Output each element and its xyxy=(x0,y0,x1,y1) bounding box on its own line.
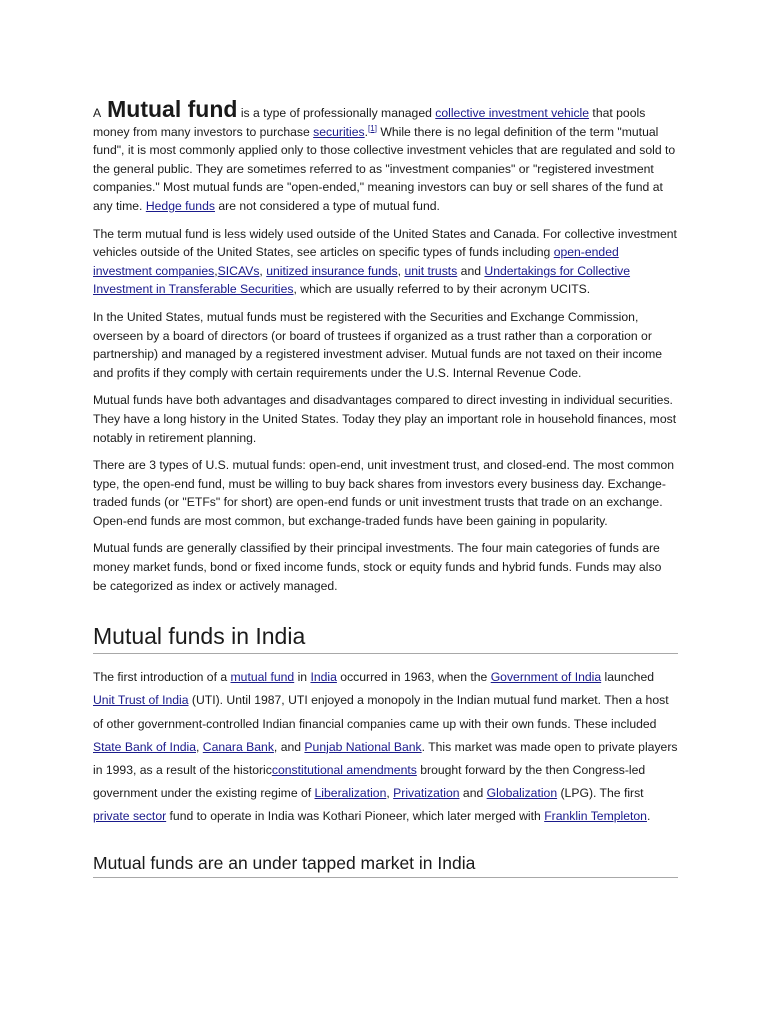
article-body xyxy=(93,96,678,878)
section-heading-untapped: Mutual funds are an under tapped market in India xyxy=(93,853,678,878)
link-unit-trusts[interactable]: unit trusts xyxy=(404,263,458,278)
intro-paragraph: A Mutual fund is a type of professionally managed collective investment vehicle that pools money from many investors to purchase securities.[1] While there is no legal definition of the term "mutual fund", it is most commonly applied only to those collective investment vehicles that are regulated and sold to the general public. They are sometimes referred to as "investment companies" or "registered investment companies." Most mutual funds are "open-ended," meaning investors can buy or sell shares of the fund at any time. Hedge funds are not considered a type of mutual fund. xyxy=(93,96,676,213)
link-hedge-funds[interactable]: Hedge funds xyxy=(145,198,215,213)
article-title: Mutual fund xyxy=(107,96,238,122)
link-liberalization[interactable]: Liberalization xyxy=(314,786,387,801)
section-india xyxy=(93,666,678,828)
link-unitized-insurance-funds[interactable]: unitized insurance funds xyxy=(266,263,398,278)
link-mutual-fund[interactable]: mutual fund xyxy=(230,670,295,685)
link-securities[interactable]: securities xyxy=(313,124,365,139)
section-heading-india: Mutual funds in India xyxy=(93,623,678,654)
link-punjab-national-bank[interactable]: Punjab National Bank xyxy=(304,739,422,754)
link-ucits[interactable]: Undertakings for Collective Investment in Transferable Securities xyxy=(93,263,631,297)
paragraph-fund-types: There are 3 types of U.S. mutual funds: open-end, unit investment trust, and closed-end. The most common type, the open-end fund, must be willing to buy back shares from investors every business day. Exchange-traded funds (or "ETFs" for short) are open-end funds or unit investment trusts that trade on an exchange. Open-end funds are most common, but exchange-traded funds have been gaining in popularity. xyxy=(93,458,675,528)
link-india[interactable]: India xyxy=(310,670,337,685)
paragraph-us-regulation: In the United States, mutual funds must be registered with the Securities and Exchange Commission, overseen by a board of directors (or board of trustees if organized as a trust rather than a corporation or partnership) and managed by a registered investment adviser. Mutual funds are not taxed on their income and profits if they comply with certain requirements under the U.S. Internal Revenue Code. xyxy=(93,309,663,380)
link-franklin-templeton[interactable]: Franklin Templeton xyxy=(544,809,647,824)
link-private-sector[interactable]: private sector xyxy=(93,809,167,824)
link-constitutional-amendments[interactable]: constitutional amendments xyxy=(271,763,417,778)
paragraph-outside-us: The term mutual fund is less widely used outside of the United States and Canada. For collective investment vehicles outside of the United States, see articles on specific types of funds including open-ended investment companies,SICAVs, unitized insurance funds, unit trusts and Undertakings for Collective Investment in Transferable Securities, which are usually referred to by their acronym UCITS. xyxy=(93,226,677,297)
link-unit-trust-of-india[interactable]: Unit Trust of India xyxy=(93,693,189,708)
citation-link[interactable]: [1] xyxy=(368,123,377,133)
link-state-bank-of-india[interactable]: State Bank of India xyxy=(93,739,196,754)
link-collective-investment-vehicle[interactable]: collective investment vehicle xyxy=(435,106,590,120)
paragraph-india-history: The first introduction of a mutual fund in India occurred in 1963, when the Government of India launched Unit Trust of India (UTI). Until 1987, UTI enjoyed a monopoly in the Indian mutual fund market. Then a host of other government-controlled Indian financial companies came up with their own funds. These included State Bank of India, Canara Bank, and Punjab National Bank. This market was made open to private players in 1993, as a result of the historicconstitutional amendments brought forward by the then Congress-led government under the existing regime of Liberalization, Privatization and Globalization (LPG). The first private sector fund to operate in India was Kothari Pioneer, which later merged with Franklin Templeton. xyxy=(93,670,678,824)
paragraph-advantages: Mutual funds have both advantages and disadvantages compared to direct investing in individual securities. They have a long history in the United States. Today they play an important role in household finances, most notably in retirement planning. xyxy=(93,393,677,445)
link-canara-bank[interactable]: Canara Bank xyxy=(202,739,274,754)
link-privatization[interactable]: Privatization xyxy=(393,786,460,801)
link-globalization[interactable]: Globalization xyxy=(486,786,558,801)
link-sicavs[interactable]: SICAVs xyxy=(217,263,260,278)
link-open-ended-investment-companies[interactable]: open-ended investment companies xyxy=(93,245,619,278)
link-government-of-india[interactable]: Government of India xyxy=(490,670,602,685)
paragraph-classification: Mutual funds are generally classified by their principal investments. The four main categories of funds are money market funds, bond or fixed income funds, stock or equity funds and hybrid funds. Funds may also be categorized as index or actively managed. xyxy=(93,541,662,593)
lead-article: A xyxy=(93,106,102,120)
